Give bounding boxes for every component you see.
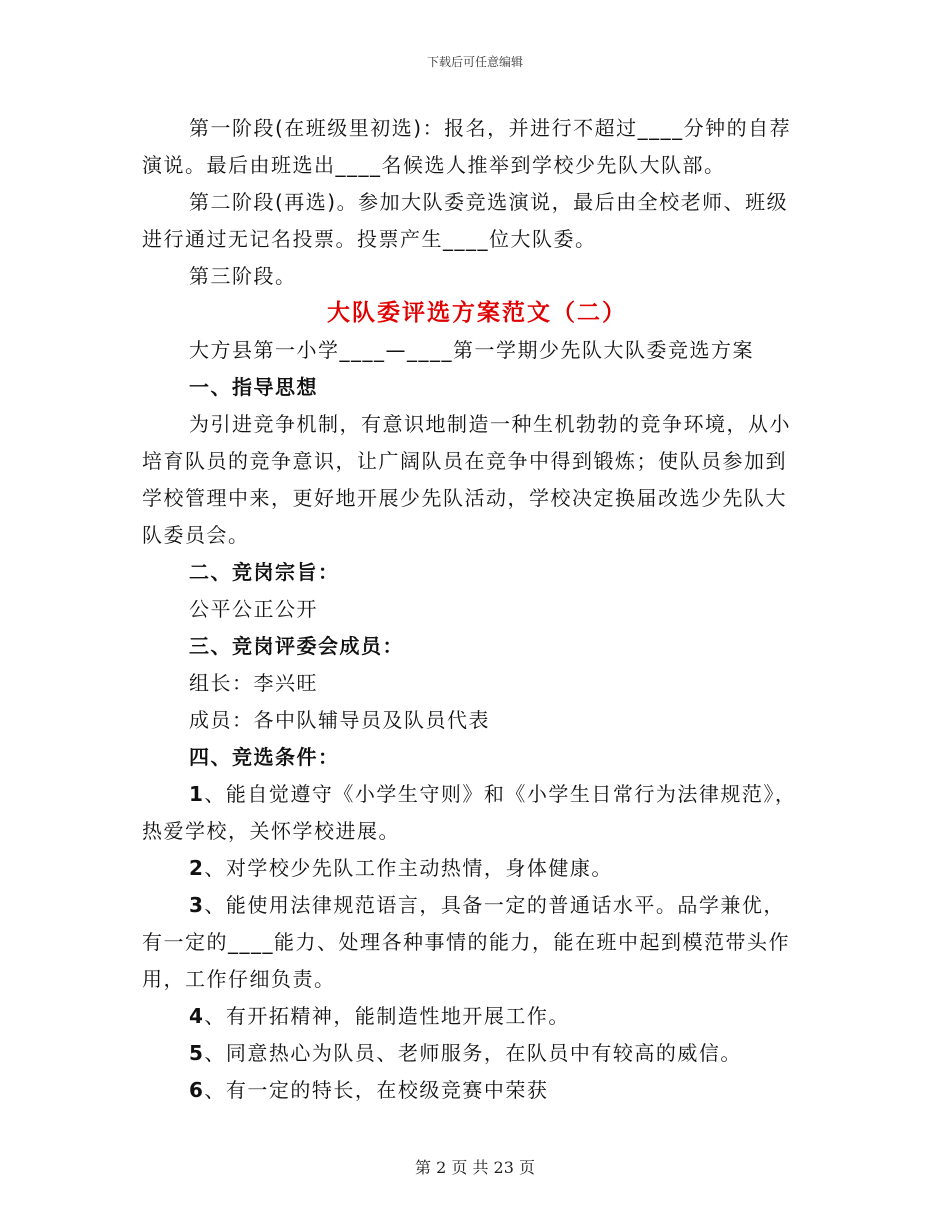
document-body <box>142 110 804 1109</box>
condition-number: 1 <box>189 782 205 806</box>
condition-number: 3 <box>189 893 205 917</box>
committee-members: 成员：各中队辅导员及队员代表 <box>189 708 490 732</box>
condition-text: 、能使用法律规范语言，具备一定的普通话水平。品学兼优，有一定的____能力、处理各种事情的能力，能在班中起到模范带头作用，工作仔细负责。 <box>142 893 790 991</box>
condition-text: 、同意热心为队员、老师服务，在队员中有较高的威信。 <box>204 1041 742 1065</box>
condition-text: 、有一定的特长，在校级竞赛中荣获 <box>204 1078 549 1102</box>
heading-conditions: 四、竞选条件： <box>189 745 340 769</box>
condition-number: 5 <box>189 1041 205 1065</box>
committee-leader: 组长：李兴旺 <box>189 671 318 695</box>
page-number-footer: 第 2 页 共 23 页 <box>415 1158 535 1177</box>
condition-item <box>142 887 804 998</box>
purpose-paragraph: 公平公正公开 <box>189 597 318 621</box>
condition-item <box>142 1035 804 1072</box>
condition-item <box>142 998 804 1035</box>
condition-number: 2 <box>189 856 205 880</box>
condition-text: 、能自觉遵守《小学生守则》和《小学生日常行为法律规范》，热爱学校，关怀学校进展。 <box>142 782 797 843</box>
heading-committee: 三、竞岗评委会成员： <box>189 634 404 658</box>
condition-item <box>142 1072 804 1109</box>
heading-purpose: 二、竞岗宗旨： <box>189 560 340 584</box>
condition-number: 4 <box>189 1004 205 1028</box>
stage-one-paragraph: 第一阶段(在班级里初选)：报名，并进行不超过____分钟的自荐演说。最后由班选出____名候选人推举到学校少先队大队部。 <box>142 116 792 177</box>
condition-item <box>142 776 804 850</box>
condition-item <box>142 850 804 887</box>
guiding-ideology-paragraph: 为引进竞争机制，有意识地制造一种生机勃勃的竞争环境，从小培育队员的竞争意识，让广阔队员在竞争中得到锻炼；使队员参加到学校管理中来，更好地开展少先队活动，学校决定换届改选少先队大队委员会。 <box>142 412 791 547</box>
condition-number: 6 <box>189 1078 205 1102</box>
stage-three-paragraph: 第三阶段。 <box>189 264 297 288</box>
condition-text: 、有开拓精神，能制造性地开展工作。 <box>204 1004 570 1028</box>
page-header-note: 下载后可任意编辑 <box>426 55 523 69</box>
condition-text: 、对学校少先队工作主动热情，身体健康。 <box>204 856 613 880</box>
plan-subtitle: 大方县第一小学____—____第一学期少先队大队委竞选方案 <box>189 338 754 362</box>
heading-guiding-ideology: 一、指导思想 <box>189 375 318 399</box>
section-title: 大队委评选方案范文（二） <box>327 300 627 326</box>
stage-two-paragraph: 第二阶段(再选)。参加大队委竞选演说，最后由全校老师、班级进行通过无记名投票。投票产生____位大队委。 <box>142 190 789 251</box>
